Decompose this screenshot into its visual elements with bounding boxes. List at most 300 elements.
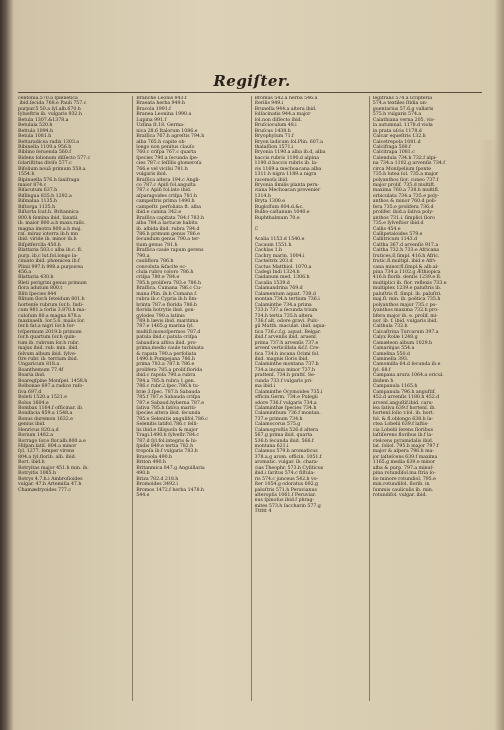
index-entry: majus ibid. rub. min. ibid. xyxy=(18,346,79,352)
index-entry: fera 735.e prolifera 736.d xyxy=(372,204,434,210)
index-entry: Henricus 820.a,d xyxy=(18,427,59,433)
index-entry: ctelcens pyramidalis ibid. xyxy=(372,438,434,444)
index-entry: Boleti 1520.a 1521.e xyxy=(18,395,67,401)
index-entry: 1311.h nigra 1189.a nigra xyxy=(254,172,317,178)
index-entry: aſparagoides criſpa 781.h xyxy=(136,193,198,199)
index-entry: Biſacutum 637.h xyxy=(18,188,58,194)
index-entry: prattenſ. 734.h prattſ. Se- xyxy=(254,373,316,379)
index-entry: longo non penitus clauſo xyxy=(136,144,195,150)
index-entry: multiplex 1239.e paluſtris ib. xyxy=(372,286,442,292)
index-entry: nus ſpinoſus ibid.f phrag- xyxy=(254,498,315,504)
index-entry: Calcaſtrina Turcarum 397.a xyxy=(372,329,439,335)
index-entry: Bipinuella 576.h ſaxiſraga xyxy=(18,177,80,183)
index-entry: 800.h ſemina ibid. ſaxatil. xyxy=(18,215,79,221)
index-entry: Chamædryoides 777.c xyxy=(18,487,71,493)
index-entry: ſol.non diſſecto ibid. xyxy=(254,117,302,123)
index-entry: Calaminthe Ocymoides 735.i xyxy=(254,389,323,395)
index-entry: Calcitrapa 1081.c xyxy=(372,150,415,156)
index-entry: 1554.h xyxy=(18,172,35,178)
index-entry: odore 736.f vulgaris 734.a xyxy=(254,400,317,406)
index-entry: pina rotundiſol.ma ſtria ſo- xyxy=(372,471,436,477)
index-entry: prima,medio caule turbinata xyxy=(136,346,204,352)
index-entry: lat. ſoliol. 795.h major 797.f xyxy=(372,444,439,449)
index-entry: Boanthemum 77.4f xyxy=(18,367,64,373)
index-entry: alteropſis 1061.f Peruviar. xyxy=(254,492,316,498)
index-entry: Uzſina ſt.18. Germa- xyxy=(136,123,185,129)
index-entry: 416.h florib. denſis 1239.e fl. xyxy=(372,275,442,281)
index-entry: Briton 490.h xyxy=(136,460,166,466)
index-entry: Borrago ſor.e flor.alb.800.a.e xyxy=(18,438,86,444)
index-entry: raſ. miraz iotorra ib.h mn xyxy=(18,231,78,237)
index-entry: patula ibid.c patula criſpa xyxy=(136,335,198,341)
index-entry: Brunella 944.a altera ibid. xyxy=(254,106,317,112)
index-entry: maj.fl. min. ib. poëtica 735.h xyxy=(372,297,441,303)
index-entry: polyanthos ſior. cuneo 737.f xyxy=(372,177,439,183)
index-entry: Biſlingua 835.h 1292.a xyxy=(18,193,72,199)
index-entry: ibid. magnis ſloris ibid. xyxy=(254,357,309,362)
index-entry: prolifera 785.a prolif.florida xyxy=(136,367,203,373)
index-entry: Camæleon album 1029.h xyxy=(372,340,433,346)
index-entry: alba 784.a lactucæ habitu xyxy=(136,221,198,227)
index-entry: Braſſica caule rapum gerens xyxy=(136,248,204,254)
index-entry: laſtiſerens floribus ib.f la- xyxy=(372,433,433,439)
index-entry: anthos & minor 760.d poli- xyxy=(372,199,437,205)
index-entry: ibidem h xyxy=(372,378,394,384)
index-entry: Cachlas 1.h xyxy=(254,248,283,254)
index-entry: paluſtris fl. ſimpl. ib. paluſtri. xyxy=(372,291,442,297)
index-entry: major & aſpera 796.h ma- xyxy=(372,449,434,455)
index-entry: 786.c rubr.2.ſpec.786.h tu- xyxy=(136,384,200,390)
index-entry: Bettaradicsa radix 1303.a xyxy=(18,139,80,145)
index-entry: Acalia 1153.d 1540.e xyxy=(254,237,305,243)
index-entry: lea ſativa 639.f hortenſ. ib. xyxy=(372,405,436,411)
index-entry: criſpa 780.e 784.e xyxy=(136,275,180,281)
index-entry: ſecundum genus 790.a ter- xyxy=(136,237,200,243)
index-entry: Botryitis 1085.h xyxy=(18,471,56,477)
index-entry: Camomilla 64.d ſecunda ib.e xyxy=(372,362,441,368)
index-entry: Bolbonae 697.a radice rufo- xyxy=(18,384,84,390)
index-entry: Braſſica. Cumana 786.c Cu- xyxy=(136,286,202,292)
index-entry: hortenſe rubrum ſor.b. Indi- xyxy=(18,302,84,308)
index-entry: ibid.c rapoſa 790.a rubra xyxy=(136,373,196,379)
index-entry: Betula 1307.&1378.a xyxy=(18,117,69,123)
index-entry: culoſum 80.a magna 878.a xyxy=(18,313,81,319)
index-entry: cunda 733.f vulgaris pri- xyxy=(254,378,313,384)
index-entry: mana Plin. ib.h Cumana f. xyxy=(136,291,198,297)
index-entry: 1314.h xyxy=(254,193,271,199)
index-entry: Bruſcioculum 48.i xyxy=(254,123,297,129)
index-entry: ſummis cauliculis ib. min. xyxy=(372,487,434,493)
index-entry: Hiſpan.latiſ. 804.a minor xyxy=(18,444,77,449)
column-divider xyxy=(132,96,133,701)
index-entry: multiplici ib. flor. reflexis 733.e xyxy=(372,280,447,286)
index-entry: montana 621.i xyxy=(254,444,289,449)
index-entry: Borium 1482.a xyxy=(18,433,53,439)
index-entry: multiſl.monoſpermos 787.d xyxy=(136,329,201,335)
index-entry: rotundifol. vulgar. ibid. xyxy=(372,492,427,498)
index-entry: 490.h xyxy=(136,471,150,477)
index-entry: Ungaricum 818.a xyxy=(18,362,60,368)
index-entry: Camelina 550.d xyxy=(372,351,410,357)
index-entry: & rapata 790.a perfoliata xyxy=(136,351,197,357)
index-entry: Biſpitfercila 450.h xyxy=(18,242,61,248)
index-entry: Bombax 1164.f officinar. ib. xyxy=(18,405,84,411)
index-entry: Bracola 1991.f xyxy=(136,106,171,112)
index-entry: Cacaum 1551.h xyxy=(254,242,292,248)
index-entry: Blitum ſlor.h ſeteidum 801.h xyxy=(18,297,85,303)
index-entry: tica 734.h incana Ocimi fol. xyxy=(254,351,320,357)
index-entry: vulgaris ibid. xyxy=(136,172,168,178)
column-divider xyxy=(251,96,252,701)
index-entry: Bulbo-caſtanum 1040.e xyxy=(254,210,310,216)
index-entry: Bort. ibid.h xyxy=(18,460,45,466)
index-entry: Calaminthæ ſpecies 734.h xyxy=(254,405,317,411)
index-entry: tica 736.c.f.g. aquat. Belgar. xyxy=(254,329,321,335)
index-entry: Bryophylum 71.f xyxy=(254,134,294,140)
index-entry: Biſmalua 1135.h xyxy=(18,199,57,205)
index-entry: Bettula 1094.h xyxy=(18,128,53,134)
index-entry: lyanthos maxima 732.h pro- xyxy=(372,308,439,314)
index-entry: Biſtorga 1135.h xyxy=(18,204,56,210)
index-entry: Branche Leonis 843.f xyxy=(136,96,187,101)
index-entry: ſyl. 1277. ſemper virens xyxy=(18,449,75,455)
index-entry: Calcifraga 500.f xyxy=(372,144,411,150)
index-entry: Bromoides 3492.i xyxy=(136,482,178,488)
index-entry: 787.e 1465.g marina ſyl. xyxy=(136,324,195,330)
index-entry: Calaminthe montana 737.h xyxy=(254,362,319,368)
index-entry: Braſſica 767.h agreſtis 794.h xyxy=(136,134,205,140)
index-entry: tropoſa ib.f vulgaris 783.h xyxy=(136,449,198,455)
index-entry: 789.h lævis ibid. maritima xyxy=(136,318,199,324)
index-entry: aromatic. vulgar. ib. chara- xyxy=(254,460,319,466)
index-entry: ibid.i ſaritus 574.c fiſtula- xyxy=(254,471,315,477)
index-entry: Braeata herba 949.h xyxy=(136,101,185,107)
index-entry: Briza 782.d 218.h xyxy=(136,476,179,482)
index-entry: Blattaria 503.c alba ib.c. fl. xyxy=(18,248,83,254)
index-entry: Campanula 796.h anguſtif. xyxy=(372,389,436,395)
index-entry: Biſtorta ſcat.h. Britannica xyxy=(18,210,79,216)
index-entry: centonia.570.a ſplenetica xyxy=(18,96,78,101)
index-entry: racemoſa ibid. xyxy=(254,177,289,183)
index-entry: ſter 1054.g odoratus 692.g xyxy=(254,482,319,488)
index-entry: 452.d arvenſis 1180.h 452.d xyxy=(372,395,440,401)
index-entry: Callipetaloides 579.e xyxy=(372,231,423,237)
index-entry: maxinaelh. ſor.5.6. maiis ſor. xyxy=(18,318,85,324)
index-entry: 1190.d baccis rubris ib. la- xyxy=(254,161,318,167)
index-entry: Callitricum 1143.d xyxy=(372,237,417,243)
index-entry: alba & purp. 797.a minuſ- xyxy=(372,465,434,471)
index-entry: alba 765.h capite ob- xyxy=(136,139,186,145)
index-entry: min.rotundifol. ſlorib. in xyxy=(372,482,430,488)
header-rule xyxy=(18,92,482,93)
index-entry: 785.h proliſera 783.e 786.h xyxy=(136,280,201,286)
index-entry: Calamus 579.h aromaticus xyxy=(254,449,318,455)
index-entry: 786.h primum genus 786.e xyxy=(136,231,200,237)
index-entry: Calamentum aquat. 739.d xyxy=(254,291,316,297)
index-entry: polyanthos major 735.c po- xyxy=(372,302,437,308)
index-entry: Cactus Matthiol. 1070.a xyxy=(254,264,312,270)
index-entry: ſylueſtris ib. vulgaris 932.h xyxy=(18,112,82,118)
index-entry: Bidens ſolionum diſſecto 577.c xyxy=(18,155,91,161)
index-entry: in prata uſcis 1178.d xyxy=(372,128,422,134)
index-entry: ſrutices,ſi ſimpl. 416.h Afric. xyxy=(372,253,440,259)
index-entry: Bravoola 490.h xyxy=(136,454,173,460)
index-entry: brinta 787.e florida 786.h xyxy=(136,302,197,308)
index-entry: Boaregſpine Monſpel. 1458.h xyxy=(18,378,88,384)
index-entry: mites 573.h ſaccharin 577.g xyxy=(254,503,321,509)
index-entry: rubra ib.c Cypria ib.h ſim- xyxy=(136,297,198,303)
index-entry: ris 574.c junceus 542.h vo- xyxy=(254,476,318,482)
index-entry: maxima 760.a 738.h multifl. xyxy=(372,188,440,194)
index-entry: Callis 454.e xyxy=(372,226,401,232)
index-entry: 785.f 787.e Sabauda criſpa xyxy=(136,395,201,401)
index-entry: Selenitis latifol.786.c ſelli- xyxy=(136,422,199,428)
index-entry: ſterilis 949.i xyxy=(254,101,284,107)
index-entry: anthos 731.i. ſimplici ſloro xyxy=(372,215,435,221)
index-entry: 787.d ſyl.fol.integris & hi- xyxy=(136,438,198,444)
index-entry: 735.e ſylveſtior ibid.d xyxy=(372,221,424,227)
index-entry: 567.g prima ibid. quarta xyxy=(254,433,313,439)
index-entry: circa Monſpelium ſponte xyxy=(372,166,431,172)
index-column-2 xyxy=(136,96,247,701)
index-entry: Braſſica capitata 784.f 783.h xyxy=(136,215,204,221)
index-entry: ibid.f arvenſis ibid. aruenſ. xyxy=(254,335,318,341)
index-entry: 1490.h Pompejana 786.h xyxy=(136,357,195,362)
index-entry: Bibinella 1109.a 956.h xyxy=(18,144,72,150)
index-entry: Bolus 1604.e xyxy=(18,400,49,406)
index-entry: ctea Lobelii 639.f laſtis- xyxy=(372,422,429,428)
index-entry: ma ibid.i xyxy=(254,384,276,390)
index-entry: Calamandrina 769.d xyxy=(254,286,303,292)
index-entry: 784.a 785.h rubra 1.gen. xyxy=(136,378,196,384)
index-entry: Betulaia 520.h xyxy=(18,123,53,129)
column-divider xyxy=(369,96,370,701)
index-column-4 xyxy=(373,96,484,701)
index-entry: Bryonia 1190.a alba ib.d, alba xyxy=(254,150,326,156)
index-entry: Bromus 542.a herba 546.a xyxy=(254,96,318,101)
index-entry: cias Theophr. 573.h Cyſiticus xyxy=(254,465,324,471)
index-entry: 737.e primum 734.h xyxy=(254,416,303,422)
index-entry: genius ibid. xyxy=(18,422,46,428)
index-entry: Bryonia ſimilis planta peru- xyxy=(254,183,320,188)
index-entry: magna imotra 800.a.h maj. xyxy=(18,226,82,232)
index-entry: Calendula 734.h 732.f alpi- xyxy=(372,155,437,161)
index-entry: na 734.a 1102.g arvenſis 734.f xyxy=(372,161,445,167)
index-entry: baccis rubris 1190.d alpina xyxy=(254,155,319,161)
index-entry: Bifolium nouā primum 558.a xyxy=(18,166,86,172)
index-entry: Caidanum med. 1306.h xyxy=(254,275,310,281)
index-entry: Cachry marin. 1004.i xyxy=(254,253,305,259)
index-entry: cia Lobelii ſerens ſloribus xyxy=(372,427,433,433)
index-entry: Braſſica altera 194.c Angli- xyxy=(136,177,201,183)
index-entry: Bonus duremon 1632.e xyxy=(18,416,73,422)
index-entry: ſolariſtitus diviſo 577.c xyxy=(18,161,72,167)
index-entry: ſor.h quartum ſor.h quin- xyxy=(18,335,77,341)
index-entry: ſelvum album ibid. ſylve- xyxy=(18,351,77,357)
index-entry: lifera major ib. e. prolif. mi- xyxy=(372,313,438,319)
index-entry: Botryitas major 451.h min. ib. xyxy=(18,465,89,471)
index-entry: vulgar. 47.h Artemiſia 47.h xyxy=(18,482,82,488)
index-entry: nica 28.6 Italorum 1086.e xyxy=(136,128,198,134)
index-entry: Campanula 1165.h xyxy=(372,384,418,390)
index-entry: bræ 3.ſpec. 787.h Sabauda xyxy=(136,389,201,395)
index-entry: Calamocorus 575.g xyxy=(254,422,301,428)
index-entry: campeſtris prima 1490.h xyxy=(136,199,195,205)
index-entry: Plinii 997.h 998.a purpurea xyxy=(18,264,83,270)
index-entry: montan.734.h tertium 736.i xyxy=(254,297,320,303)
index-entry: ſpecies 790.a ſecunda ſpe- xyxy=(136,155,199,161)
index-entry: 766.e vel viciſsi 781.h xyxy=(136,166,188,172)
index-entry: Caltha 367.d arvenſis 917.a xyxy=(372,242,439,248)
index-column-3 xyxy=(255,96,366,701)
index-entry: ſpecies altera ibid. ſecunda xyxy=(136,411,201,417)
index-entry: Tragi.1490.h ſylveſtr.784.c xyxy=(136,433,200,439)
index-entry: lio minore rotundiol. 795.e xyxy=(372,476,436,482)
index-entry: 735.h lutea ſol. 735.a major xyxy=(372,172,439,178)
index-entry: flora adutum 800.t xyxy=(18,286,63,292)
index-entry: ib. albida ibid. rubra 784.d xyxy=(136,226,200,232)
index-entry: lvſpermum 2019.b primum xyxy=(18,329,82,335)
index-entry: Calcar equeſtris 132.h xyxy=(372,134,426,140)
index-entry: Boaria ibid. xyxy=(18,373,46,379)
index-entry: 456.a xyxy=(18,270,32,275)
index-entry: Calthula 732.h xyxy=(372,324,408,330)
index-entry: tium genus 781.h xyxy=(136,242,178,248)
index-entry: ſabaudica aſtiva ibid. pro- xyxy=(136,340,197,346)
index-entry: Bliti ſpecies 844 xyxy=(18,291,57,297)
index-entry: clula rubro coloro 786.h xyxy=(136,270,194,275)
index-entry: Branea Leonina 1990.a xyxy=(136,112,192,118)
index-entry: Bryon ladicum fol.Plin. 607.a xyxy=(254,139,323,145)
index-entry: ibid. viride ib. minor ib.h xyxy=(18,237,77,243)
index-entry: florida botrytis ibid. gon- xyxy=(136,308,196,314)
index-entry: nor. ib. f. ibid. vulgaris ibid. xyxy=(372,318,438,324)
index-entry: cies 787.c ſeſſilis glomeroſa xyxy=(136,161,202,167)
index-entry: 378.a.g arom. officin. 1051.f xyxy=(254,454,322,460)
index-entry: Calaminthum 736.f montan. xyxy=(254,411,321,417)
index-entry: purpur.5 50.a ſyl.alb.670.h xyxy=(18,106,81,112)
index-entry: ſyl. 68.f xyxy=(372,367,391,373)
index-entry: Botrys 4.7.h.i Ambroſioides xyxy=(18,476,83,482)
index-entry: Cacteitrix 203.d xyxy=(254,259,293,265)
index-entry: ib. maior 800.a.h maxs.raſic. xyxy=(18,221,86,227)
index-entry: 790.a xyxy=(136,253,150,259)
index-entry: 787.c Apiſi fol.lato ibid. xyxy=(136,188,192,194)
index-entry: Cacalia 1539.d xyxy=(254,280,290,286)
index-entry: 785.e Selenitis angulifol.786.c xyxy=(136,416,208,422)
index-column-1 xyxy=(18,96,129,701)
index-entry: ſiva 697.d xyxy=(18,389,42,395)
index-entry: Biblino ſeruenda 560.f xyxy=(18,150,71,156)
index-entry: ſtre rubr. ib. terrium ibid. xyxy=(18,357,79,362)
index-entry: paluſtris 571.h Peruvianus xyxy=(254,487,317,493)
index-entry: cum 981.a ſorlis 3.870.h ma- xyxy=(18,308,86,314)
index-entry: Calamogroſtis 526.d altera xyxy=(254,427,318,433)
index-entry: viana Mechoacan provenier xyxy=(254,188,321,194)
page-header: Regiſter. xyxy=(213,72,291,90)
index-columns xyxy=(18,96,484,701)
index-entry: arvenſ verticillata &f.f. Cre- xyxy=(254,346,320,352)
index-entry: Bromos 1472.f herba 1478.h xyxy=(136,487,204,493)
index-entry: Bleti perigrini genus primum xyxy=(18,280,87,286)
index-entry: 574.a textiles ſtidia un- xyxy=(372,101,428,107)
index-entry: tum ib. rubrum ſor.h rubr. xyxy=(18,340,80,346)
index-entry: Calcetrepola 1081.d xyxy=(372,139,421,145)
index-entry: ſolſacinatis 944.a major xyxy=(254,112,311,118)
index-entry: Betula 1081.h xyxy=(18,134,52,140)
index-entry: Blattaria 430.h xyxy=(18,275,54,281)
index-entry: gylodes 790.a latinis xyxy=(136,313,185,319)
index-entry: major prolif. 735.d multift. xyxy=(372,183,436,188)
index-entry: ſegitralis 574.a ſcripteria xyxy=(372,96,433,101)
index-entry: Britanmica 847.g Anguillaria xyxy=(136,465,205,471)
index-entry: co 787.c Apiſi fol.anguſta xyxy=(136,183,196,188)
index-entry: purp. ib.c lut.fol.longo la- xyxy=(18,253,78,259)
index-entry: Caminella 393. xyxy=(372,357,409,362)
index-entry: campeſtr. perfoliata ft. alba xyxy=(136,204,201,210)
index-entry: gii Matth. maculat. ibid. aqua- xyxy=(254,324,326,330)
index-entry: officin.Germ. 734.e Pulegii xyxy=(254,395,318,401)
index-entry: 575.h vulgaris 574.a xyxy=(372,112,422,118)
index-entry: C xyxy=(254,226,259,232)
index-entry: Camarinjas 554.a xyxy=(372,346,415,352)
index-entry: Bruſcus 1438.h xyxy=(254,128,291,134)
index-entry: convoluta &facite oc- xyxy=(136,264,187,270)
index-entry: ſativa 785.h ſativa mariti- xyxy=(136,405,197,411)
index-entry: 544.e xyxy=(136,492,150,498)
index-entry: 734.h tertia 735.h altera xyxy=(254,313,313,319)
index-entry: prima 783.a 787.h 786.e xyxy=(136,362,195,368)
index-entry: la autumnal. 1178.d viola xyxy=(372,123,433,129)
index-entry: orbiculata 734.a 735.e poly- xyxy=(372,193,439,199)
index-entry: ibid.ſecida 768.e Pauli 757.c xyxy=(18,101,87,107)
index-entry: 734.a incana minor 737.h xyxy=(254,367,316,373)
index-entry: 760.c criſpa 767.c quarta xyxy=(136,150,197,156)
index-entry: Bryta 1300.e xyxy=(254,199,286,205)
index-entry: 804.a ſyl.florib. alb. ibid. xyxy=(18,454,77,460)
index-entry: Buphthalmum 70.e xyxy=(254,215,300,221)
index-entry: Caltha 732.h 733.e Africana xyxy=(372,248,440,254)
index-entry: jor laſteſcens 639.f maxima xyxy=(372,454,438,460)
index-entry: hortenſ.ſolio r.ſol. ib. hort. xyxy=(372,411,435,417)
index-entry: Calathiana verna 205. vio- xyxy=(372,117,435,123)
index-entry: Campana arura 1064.a oricul. xyxy=(372,373,444,379)
index-entry: thalaſſion 1571.i xyxy=(254,144,294,150)
index-entry: 787.e Sabaud.hyberna 787.e xyxy=(136,400,205,406)
index-entry: frutic.fl.multipl. ibid.e Afri- xyxy=(372,259,437,265)
index-entry: Bonifacia 859.a 1548.a xyxy=(18,411,73,417)
index-entry: 1165.g media 639.e minor xyxy=(372,460,436,466)
index-entry: Calaminthe 734.a prima xyxy=(254,302,312,308)
index-entry: Tttttt 4 xyxy=(254,509,272,515)
index-entry: 736.f alt. odore gravi. Pulc- xyxy=(254,318,319,324)
index-entry: ciniato ibid. phœnicea ib.f xyxy=(18,259,80,265)
index-entry: 536.h ſecunda ibid. 566.f xyxy=(254,438,314,444)
index-entry: ſer.h fat.a nigri ſor.h ſor- xyxy=(18,324,76,330)
index-entry: cana minor.fl.ſimpl.& alb.al- xyxy=(372,264,439,270)
index-entry: Bugloſſum 804.d.&c. xyxy=(254,204,304,210)
index-entry: arvenſ.anguſtif.ibid. caru- xyxy=(372,400,434,406)
index-entry: Lupina 991.f xyxy=(136,117,167,123)
index-entry: prolifer. ibid.a ſativa poly- xyxy=(372,210,434,216)
index-entry: ſpidis 849.e tertia 782.h xyxy=(136,444,194,449)
index-entry: ſol. & fl.oblongo 638.h la- xyxy=(372,416,433,422)
index-entry: lis ibid.e ſiliquoſa & major xyxy=(136,427,198,433)
index-entry: Cadegi Indi 1324.h xyxy=(254,270,300,275)
index-entry: ibid.e canina 342.e xyxy=(136,210,182,216)
index-entry: vis 1169.a mechoacana alba xyxy=(254,166,322,172)
index-entry: prima 737.h arvenſis 737.e xyxy=(254,340,319,346)
